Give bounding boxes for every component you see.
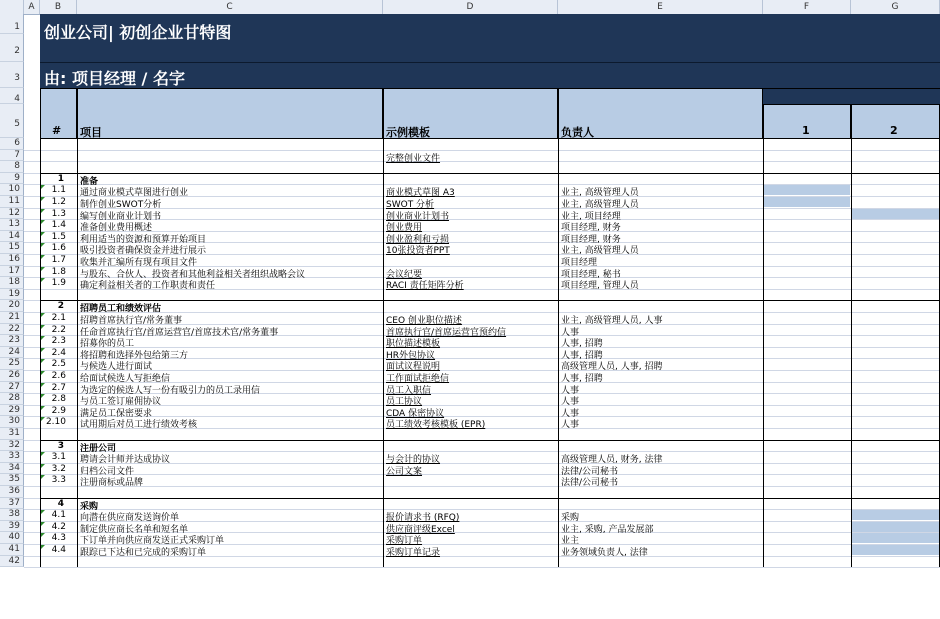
task-name: 给面试候选人写拒绝信	[80, 374, 171, 384]
task-number: 2.9	[51, 405, 66, 416]
row-header[interactable]: 2	[0, 34, 24, 62]
owner-cell: 采购	[561, 513, 580, 524]
owner-cell: 项目经理, 财务	[561, 223, 621, 234]
column-header-b[interactable]: B	[40, 0, 77, 14]
template-link[interactable]: 首席执行官/首席运营官预约信	[386, 327, 507, 338]
header-cell-item	[77, 88, 383, 138]
task-number: 4.1	[51, 510, 66, 521]
gantt-bar-week-2	[852, 510, 940, 520]
column-header-bar	[0, 0, 940, 15]
task-name: 利用适当的资源和预算开始项目	[80, 234, 207, 245]
header-top-border	[40, 88, 940, 89]
template-link[interactable]: 员工入职信	[386, 385, 432, 396]
owner-cell: 业主	[561, 536, 580, 547]
task-name: 注册商标或品牌	[80, 478, 144, 489]
task-name: 收集并汇编所有现有项目文件	[80, 258, 198, 268]
task-number: 4.2	[51, 521, 66, 532]
row-header[interactable]: 22	[0, 324, 24, 336]
template-link[interactable]: 报价请求书 (RFQ)	[386, 513, 460, 524]
template-link[interactable]: 公司文案	[386, 466, 423, 477]
task-number: 2.7	[51, 382, 66, 393]
section-separator	[40, 173, 940, 174]
section-number: 1	[57, 173, 64, 184]
column-header-d[interactable]: D	[383, 0, 558, 14]
row-header[interactable]: 35	[0, 474, 24, 486]
owner-cell: 人事, 招聘	[561, 339, 603, 350]
task-number: 1.8	[51, 266, 66, 277]
owner-cell: 人事	[561, 408, 580, 419]
column-header-e[interactable]: E	[558, 0, 763, 14]
task-number: 1.7	[51, 255, 66, 265]
row-header[interactable]: 20	[0, 300, 24, 312]
row-header[interactable]: 18	[0, 277, 24, 289]
template-link[interactable]: 创业费用	[386, 223, 423, 234]
task-number: 1.6	[51, 243, 66, 254]
owner-cell: 人事, 招聘	[561, 374, 603, 384]
row-header[interactable]: 15	[0, 242, 24, 254]
header-bottom-border	[40, 138, 940, 139]
task-name: 吸引投资者确保资金并进行展示	[80, 246, 207, 257]
template-link[interactable]: 会议纪要	[386, 269, 423, 280]
task-name: 编写创业商业计划书	[80, 211, 162, 222]
column-border	[40, 88, 41, 567]
row-header[interactable]: 13	[0, 219, 24, 231]
template-link[interactable]: 工作面试拒绝信	[386, 374, 450, 384]
row-header[interactable]: 5	[0, 104, 24, 138]
template-link[interactable]: RACI 责任矩阵分析	[386, 281, 464, 292]
row-header[interactable]: 7	[0, 150, 24, 162]
row-header[interactable]: 1	[0, 14, 24, 34]
task-number: 2.1	[51, 313, 66, 323]
template-link[interactable]: 采购订单	[386, 536, 423, 547]
task-name: 确定利益相关者的工作职责和责任	[80, 281, 216, 292]
owner-cell: 人事	[561, 327, 580, 338]
row-header[interactable]: 14	[0, 231, 24, 243]
task-number: 1.5	[51, 231, 66, 242]
task-name: 试用期后对员工进行绩效考核	[80, 420, 198, 431]
section-title: 采购	[80, 501, 99, 512]
row-header[interactable]: 32	[0, 440, 24, 452]
title-divider	[40, 62, 940, 63]
owner-cell: 业主, 高级管理人员	[561, 200, 639, 210]
owner-cell: 法律/公司秘书	[561, 466, 619, 477]
template-link[interactable]: CEO 创业职位描述	[386, 316, 462, 326]
task-number: 1.1	[51, 185, 66, 196]
row-header[interactable]: 8	[0, 161, 24, 173]
task-number: 3.1	[51, 452, 66, 463]
row-header[interactable]: 10	[0, 184, 24, 196]
task-name: 聘请会计师并达成协议	[80, 455, 171, 466]
task-number: 1.9	[51, 278, 66, 289]
task-number: 1.4	[51, 220, 66, 231]
owner-cell: 法律/公司秘书	[561, 478, 619, 489]
task-name: 招聘首席执行官/常务董事	[80, 316, 183, 326]
task-number: 2.2	[51, 324, 66, 335]
column-border	[77, 88, 78, 567]
owner-cell: 业务领域负责人, 法律	[561, 548, 648, 558]
task-name: 下订单并向供应商发送正式采购订单	[80, 536, 225, 547]
sheet-subtitle: 由: 项目经理 / 名字	[44, 69, 185, 88]
owner-cell: 人事	[561, 397, 580, 408]
row-header[interactable]: 26	[0, 370, 24, 382]
header-template: 示例模板	[386, 126, 430, 139]
template-link[interactable]: HR外包协议	[386, 350, 436, 361]
task-number: 2.10	[45, 417, 66, 428]
gantt-bar-week-1	[764, 197, 850, 207]
row-header[interactable]: 6	[0, 138, 24, 150]
task-name: 将招聘和选择外包给第三方	[80, 350, 189, 361]
task-name: 归档公司文件	[80, 466, 135, 477]
task-number: 1.3	[51, 208, 66, 219]
gantt-bar-week-2	[852, 522, 940, 532]
gantt-bar-week-2	[852, 209, 940, 219]
row-header[interactable]: 25	[0, 358, 24, 370]
task-name: 跟踪已下达和已完成的采购订单	[80, 548, 207, 558]
row-header[interactable]: 9	[0, 173, 24, 185]
task-number: 2.8	[51, 394, 66, 405]
row-header[interactable]: 36	[0, 486, 24, 498]
task-number: 3.3	[51, 475, 66, 486]
owner-cell: 业主, 高级管理人员	[561, 188, 639, 199]
gantt-bar-week-1	[764, 185, 850, 195]
select-all-corner[interactable]	[0, 0, 24, 14]
template-link[interactable]: 采购订单记录	[386, 548, 441, 558]
template-link[interactable]: 员工绩效考核模板 (EPR)	[386, 420, 486, 431]
template-link[interactable]: 创业商业计划书	[386, 211, 450, 222]
row-header[interactable]: 40	[0, 532, 24, 544]
section-separator	[40, 498, 940, 499]
row-header[interactable]: 24	[0, 347, 24, 359]
row-header[interactable]: 21	[0, 312, 24, 324]
template-link[interactable]: 职位描述模板	[386, 339, 441, 350]
task-number: 2.5	[51, 359, 66, 370]
task-name: 与员工签订雇佣协议	[80, 397, 162, 408]
row-header[interactable]: 12	[0, 208, 24, 220]
task-number: 4.4	[51, 545, 66, 555]
task-name: 准备创业费用概述	[80, 223, 153, 234]
row-header[interactable]: 37	[0, 498, 24, 510]
owner-cell: 业主, 高级管理人员	[561, 246, 639, 257]
owner-cell: 业主, 采购, 产品发展部	[561, 524, 654, 535]
row-header[interactable]: 30	[0, 416, 24, 428]
gantt-bar-week-2	[852, 545, 940, 555]
header-week-2: 2	[890, 124, 898, 137]
template-link[interactable]: 商业模式草图 A3	[386, 188, 455, 199]
owner-cell: 项目经理, 秘书	[561, 269, 621, 280]
section-separator	[40, 440, 940, 441]
task-name: 制定供应商长名单和短名单	[80, 524, 189, 535]
row-header[interactable]: 31	[0, 428, 24, 440]
section-number: 4	[57, 498, 64, 509]
column-header-a[interactable]: A	[24, 0, 40, 14]
section-number: 3	[57, 440, 64, 451]
template-link[interactable]: SWOT 分析	[386, 200, 435, 210]
row-header[interactable]: 41	[0, 544, 24, 556]
sheet-title: 创业公司| 初创企业甘特图	[44, 23, 232, 42]
owner-cell: 项目经理, 财务	[561, 234, 621, 245]
template-link[interactable]: 供应商评级Excel	[386, 524, 455, 535]
task-name: 制作创业SWOT分析	[80, 200, 162, 210]
section-title: 招聘员工和绩效评估	[80, 304, 162, 315]
row-header[interactable]: 19	[0, 289, 24, 301]
column-border	[383, 88, 384, 567]
column-header-f[interactable]: F	[763, 0, 851, 14]
task-name: 任命首席执行官/首席运营官/首席技术官/常务董事	[80, 327, 279, 338]
task-number: 1.2	[51, 197, 66, 207]
row-header[interactable]: 27	[0, 382, 24, 394]
task-number: 3.2	[51, 463, 66, 474]
row-header[interactable]: 16	[0, 254, 24, 266]
owner-cell: 高级管理人员, 财务, 法律	[561, 455, 663, 466]
task-name: 向潜在供应商发送询价单	[80, 513, 180, 524]
section-title: 准备	[80, 176, 99, 187]
task-name: 通过商业模式草图进行创业	[80, 188, 189, 199]
task-name: 招募你的员工	[80, 339, 135, 350]
template-link[interactable]: CDA 保密协议	[386, 408, 445, 419]
template-link[interactable]: 员工协议	[386, 397, 423, 408]
row-header[interactable]: 3	[0, 62, 24, 88]
section-number: 2	[57, 301, 64, 312]
row-header[interactable]: 29	[0, 405, 24, 417]
week-header-border	[763, 104, 940, 105]
task-name: 为选定的候选人写一份有吸引力的员工录用信	[80, 385, 261, 396]
row-header[interactable]: 11	[0, 196, 24, 208]
column-header-g[interactable]: G	[851, 0, 940, 14]
header-num: #	[52, 124, 62, 137]
owner-cell: 项目经理	[561, 258, 598, 268]
task-name: 与候选人进行面试	[80, 362, 153, 373]
task-number: 2.3	[51, 336, 66, 347]
row-header[interactable]: 39	[0, 521, 24, 533]
header-owner: 负责人	[561, 126, 594, 139]
template-link[interactable]: 完整创业文件	[386, 153, 441, 164]
section-title: 注册公司	[80, 443, 117, 454]
column-header-c[interactable]: C	[77, 0, 383, 14]
owner-cell: 业主, 高级管理人员, 人事	[561, 316, 663, 326]
gantt-bar-week-2	[852, 533, 940, 543]
column-border	[558, 88, 559, 567]
owner-cell: 人事, 招聘	[561, 350, 603, 361]
template-link[interactable]: 面试议程说明	[386, 362, 441, 373]
task-number: 2.6	[51, 371, 66, 381]
template-link[interactable]: 与会计的协议	[386, 455, 441, 466]
row-header[interactable]: 34	[0, 463, 24, 475]
template-link[interactable]: 10张投资者PPT	[386, 246, 450, 257]
row-gridline	[24, 567, 940, 568]
owner-cell: 业主, 项目经理	[561, 211, 621, 222]
owner-cell: 人事	[561, 385, 580, 396]
row-header[interactable]: 23	[0, 335, 24, 347]
row-header[interactable]: 42	[0, 556, 24, 568]
task-number: 4.3	[51, 533, 66, 544]
task-name: 满足员工保密要求	[80, 408, 153, 419]
header-week-1: 1	[802, 124, 810, 137]
owner-cell: 项目经理, 管理人员	[561, 281, 639, 292]
section-separator	[40, 300, 940, 301]
template-link[interactable]: 创业盈利和亏损	[386, 234, 450, 245]
task-name: 与股东、合伙人、投资者和其他利益相关者组织战略会议	[80, 269, 306, 280]
row-header[interactable]: 17	[0, 266, 24, 278]
row-header[interactable]: 38	[0, 509, 24, 521]
row-header[interactable]: 28	[0, 393, 24, 405]
owner-cell: 人事	[561, 420, 580, 431]
row-header[interactable]: 33	[0, 451, 24, 463]
header-item: 项目	[80, 126, 102, 139]
row-header[interactable]: 4	[0, 88, 24, 104]
owner-cell: 高级管理人员, 人事, 招聘	[561, 362, 663, 373]
task-number: 2.4	[51, 347, 66, 358]
